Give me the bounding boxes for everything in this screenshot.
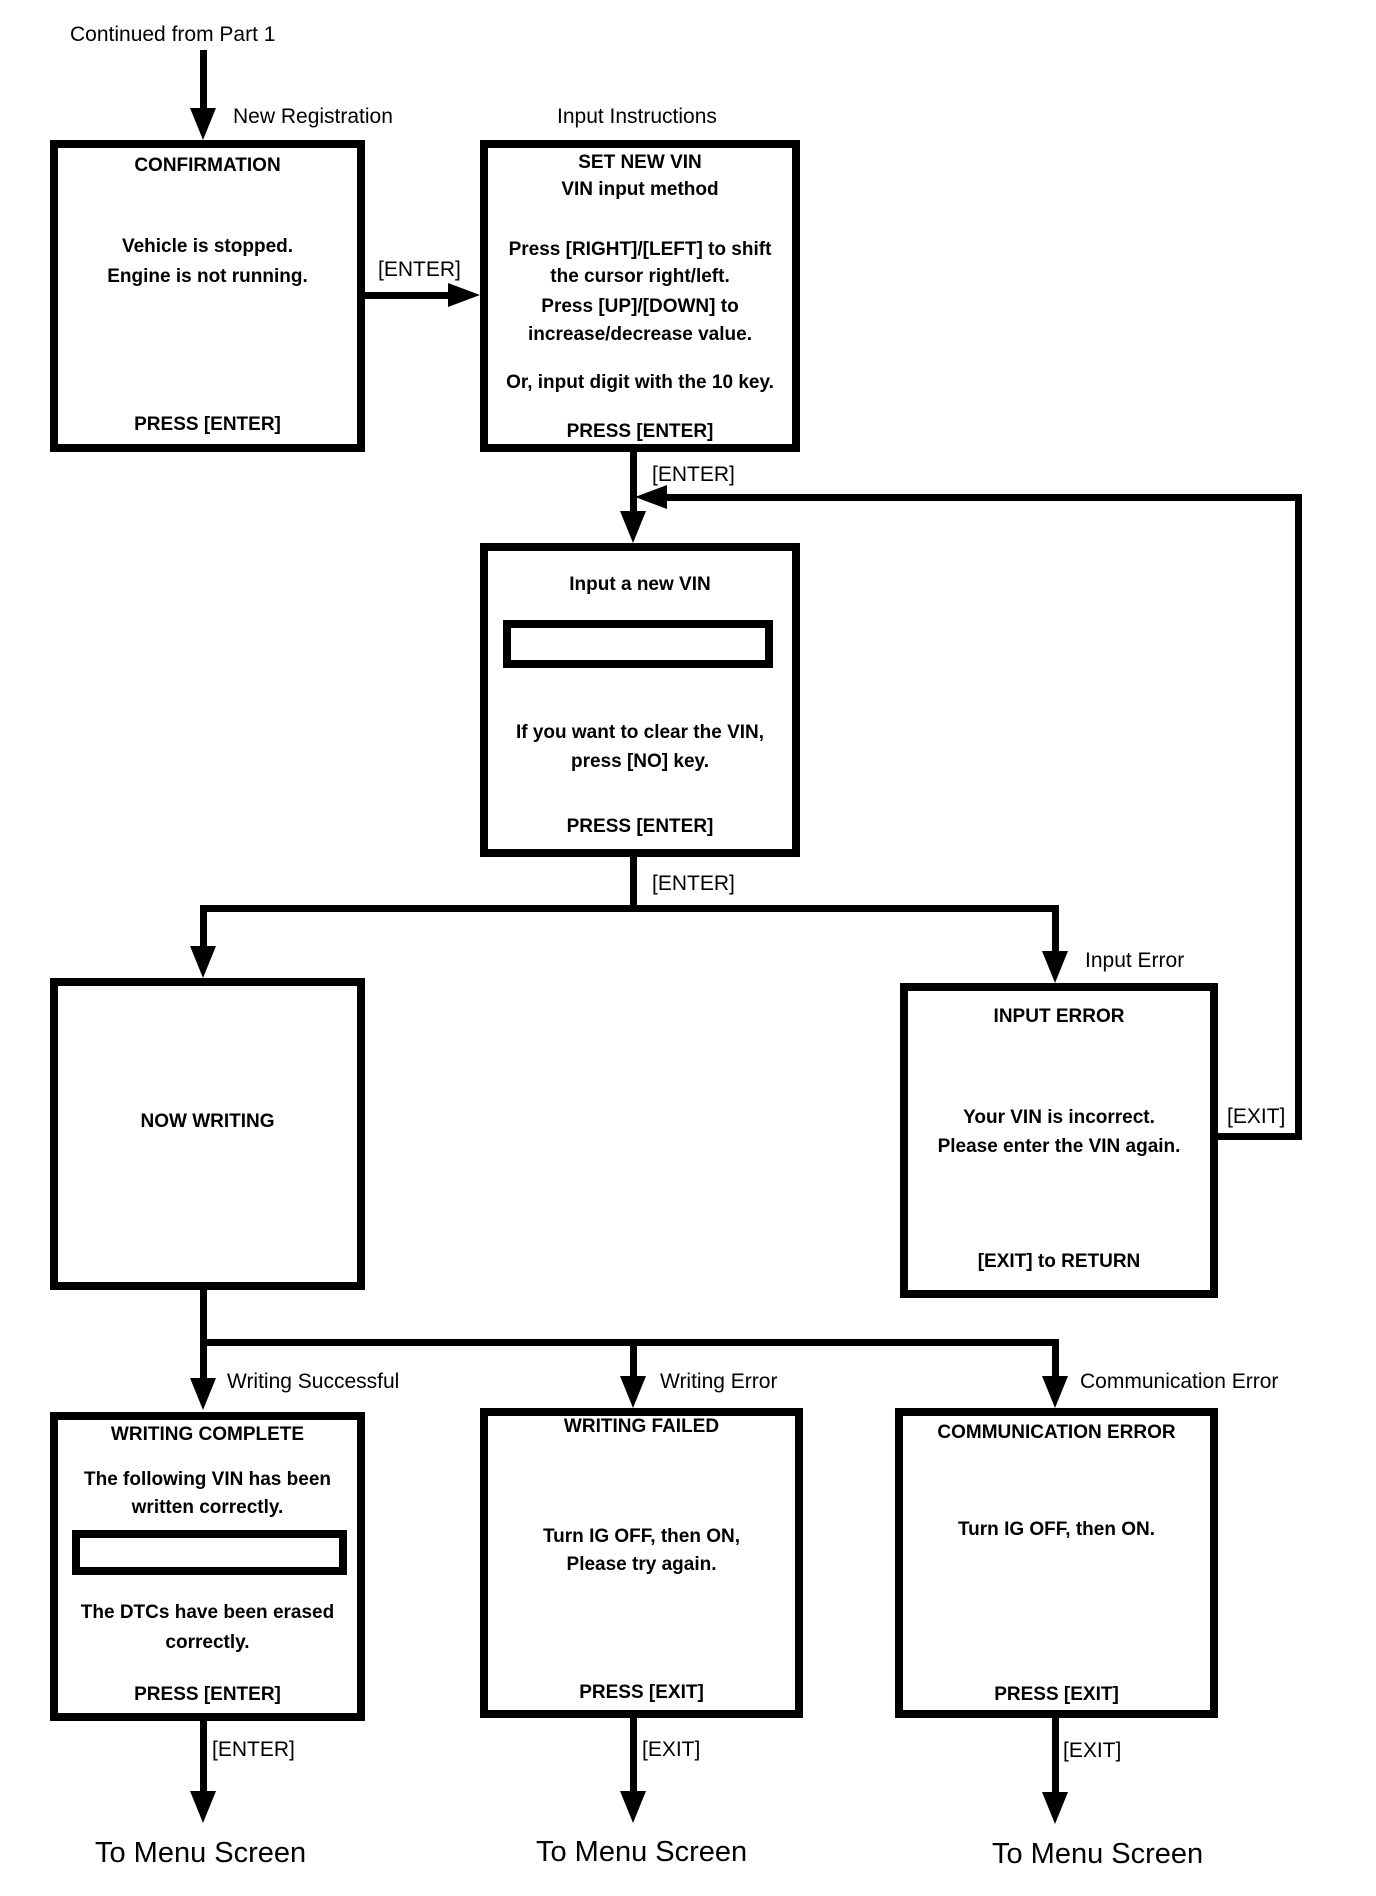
node-input-vin-line: press [NO] key. — [571, 751, 709, 772]
node-set-new-vin-line: Press [UP]/[DOWN] to — [541, 296, 739, 317]
node-communication-error — [895, 1408, 1218, 1718]
edge-return-bottom-line — [1218, 1133, 1302, 1140]
edge-label-exit-2: [EXIT] — [642, 1738, 701, 1761]
node-communication-error-line: Turn IG OFF, then ON. — [957, 1519, 1156, 1540]
edge-complete-to-menu-line — [200, 1721, 207, 1791]
edge-label-enter-4: [ENTER] — [212, 1738, 295, 1761]
caption-input-error: Input Error — [1085, 949, 1185, 972]
node-set-new-vin-line: Or, input digit with the 10 key. — [506, 372, 774, 393]
caption-input-instructions: Input Instructions — [557, 105, 717, 128]
node-writing-failed-line: Please try again. — [566, 1554, 717, 1575]
continued-from-label: Continued from Part 1 — [70, 23, 276, 46]
branch1-left-drop-line — [200, 905, 207, 946]
node-confirmation-title: CONFIRMATION — [134, 155, 281, 176]
node-input-error-footer: [EXIT] to RETURN — [977, 1251, 1141, 1272]
caption-writing-successful: Writing Successful — [227, 1370, 400, 1393]
edge-confirm-to-set-line — [365, 292, 455, 299]
edge-entry-line — [200, 50, 207, 112]
node-input-vin-footer: PRESS [ENTER] — [566, 816, 714, 837]
node-confirmation-line: Engine is not running. — [107, 266, 308, 287]
node-set-new-vin-footer: PRESS [ENTER] — [566, 421, 714, 442]
caption-new-registration: New Registration — [233, 105, 393, 128]
branch2-left-drop-line — [200, 1339, 207, 1378]
node-set-new-vin-line: Press [RIGHT]/[LEFT] to shift — [508, 239, 772, 260]
edge-input-to-branch-line — [630, 857, 637, 908]
caption-communication-error: Communication Error — [1080, 1370, 1279, 1393]
node-writing-failed-footer: PRESS [EXIT] — [579, 1682, 704, 1703]
node-writing-complete-line: The DTCs have been erased — [80, 1602, 335, 1623]
branch1-right-arrowhead — [1042, 951, 1068, 983]
vin-input-field — [503, 620, 773, 668]
node-writing-complete-line: The following VIN has been — [83, 1469, 332, 1490]
caption-writing-error: Writing Error — [660, 1370, 778, 1393]
edge-label-exit-1: [EXIT] — [1227, 1105, 1286, 1128]
node-input-error-line: Your VIN is incorrect. — [963, 1107, 1155, 1128]
edge-comm-to-menu-arrowhead — [1042, 1792, 1068, 1824]
edge-writing-to-branch-line — [200, 1290, 207, 1346]
node-input-error-title: INPUT ERROR — [993, 1006, 1125, 1027]
branch1-right-drop-line — [1052, 905, 1059, 951]
node-input-error-line: Please enter the VIN again. — [937, 1136, 1181, 1157]
edge-set-to-input-arrowhead — [620, 511, 646, 543]
edge-label-enter-3: [ENTER] — [652, 872, 735, 895]
edge-failed-to-menu-line — [630, 1718, 637, 1791]
node-writing-failed-title: WRITING FAILED — [563, 1416, 720, 1437]
branch2-right-arrowhead — [1042, 1376, 1068, 1408]
node-confirmation-footer: PRESS [ENTER] — [134, 414, 281, 435]
edge-entry-arrowhead — [190, 108, 216, 140]
terminal-menu-right: To Menu Screen — [992, 1838, 1204, 1870]
node-now-writing-title: NOW WRITING — [140, 1111, 275, 1132]
node-writing-complete-title: WRITING COMPLETE — [110, 1424, 305, 1445]
terminal-menu-middle: To Menu Screen — [536, 1836, 748, 1868]
edge-return-top-line — [667, 494, 1302, 501]
edge-label-enter-1: [ENTER] — [378, 258, 461, 281]
node-confirmation-line: Vehicle is stopped. — [121, 236, 294, 257]
node-communication-error-footer: PRESS [EXIT] — [994, 1684, 1119, 1705]
node-writing-complete-line: correctly. — [165, 1632, 250, 1653]
branch2-left-arrowhead — [190, 1378, 216, 1410]
branch2-middle-drop-line — [630, 1339, 637, 1376]
branch2-right-drop-line — [1052, 1339, 1059, 1376]
node-set-new-vin-line: the cursor right/left. — [550, 266, 730, 287]
node-set-new-vin-title: SET NEW VIN — [578, 152, 702, 173]
edge-comm-to-menu-line — [1052, 1718, 1059, 1792]
edge-label-enter-2: [ENTER] — [652, 463, 735, 486]
edge-return-arrowhead — [635, 485, 667, 509]
terminal-menu-left: To Menu Screen — [95, 1837, 307, 1869]
node-confirmation — [50, 140, 365, 452]
edge-complete-to-menu-arrowhead — [190, 1791, 216, 1823]
node-set-new-vin-subtitle: VIN input method — [561, 179, 719, 200]
node-input-vin-line: If you want to clear the VIN, — [515, 722, 765, 743]
branch2-middle-arrowhead — [620, 1376, 646, 1408]
node-input-vin-title: Input a new VIN — [569, 574, 711, 595]
node-writing-complete-footer: PRESS [ENTER] — [134, 1684, 281, 1705]
node-communication-error-title: COMMUNICATION ERROR — [937, 1422, 1176, 1443]
vin-written-field — [72, 1530, 347, 1575]
node-writing-failed-line: Turn IG OFF, then ON, — [542, 1526, 741, 1547]
branch1-horizontal-line — [200, 905, 1059, 912]
edge-failed-to-menu-arrowhead — [620, 1791, 646, 1823]
node-writing-complete-line: written correctly. — [131, 1497, 284, 1518]
edge-confirm-to-set-arrowhead — [448, 283, 480, 307]
edge-label-exit-3: [EXIT] — [1063, 1739, 1122, 1762]
edge-return-right-line — [1295, 494, 1302, 1140]
node-set-new-vin-line: increase/decrease value. — [528, 324, 752, 345]
branch1-left-arrowhead — [190, 946, 216, 978]
